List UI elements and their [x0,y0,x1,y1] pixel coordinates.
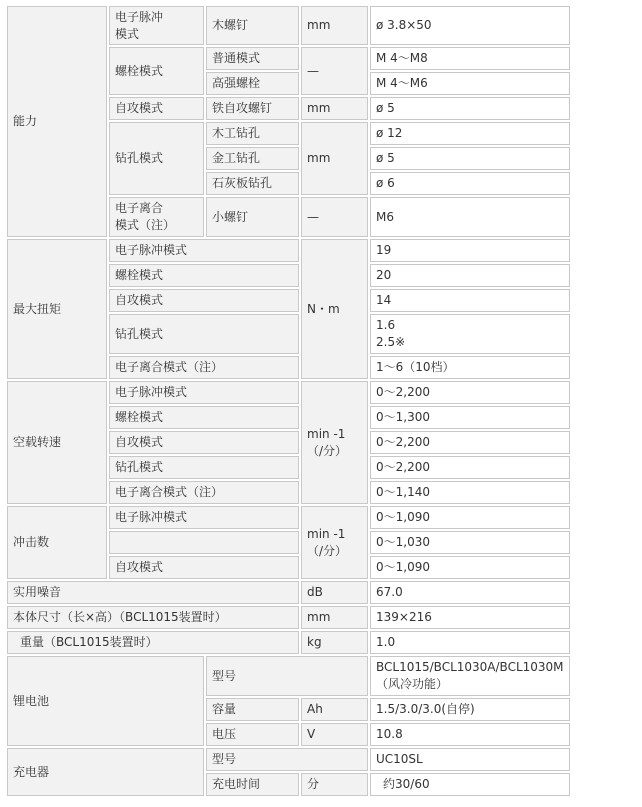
size-value: 139×216 [370,606,570,629]
battery-model-value: BCL1015/BCL1030A/BCL1030M （风冷功能） [370,656,570,696]
charger-label: 充电器 [7,748,204,796]
noise-label: 实用噪音 [7,581,299,604]
charger-model-item: 型号 [206,748,368,771]
ability-tap-unit: mm [301,97,368,120]
charger-time-unit: 分 [301,773,368,796]
torque-bolt-mode: 螺栓模式 [109,264,299,287]
ability-drill-gypsum-item: 石灰板钻孔 [206,172,299,195]
torque-drill-value: 1.6 2.5※ [370,314,570,354]
ability-clutch-unit: — [301,197,368,237]
ability-pulse-value: ø 3.8×50 [370,6,570,45]
ability-bolt-high-value: M 4～M6 [370,72,570,95]
ability-pulse-mode: 电子脉冲 模式 [109,6,204,45]
ability-drill-wood-item: 木工钻孔 [206,122,299,145]
size-label: 本体尺寸（长×高）（BCL1015装置时） [7,606,299,629]
ability-drill-metal-item: 金工钻孔 [206,147,299,170]
torque-pulse-value: 19 [370,239,570,262]
battery-model-item: 型号 [206,656,368,696]
speed-tap-value: 0～2,200 [370,431,570,454]
ability-clutch-mode: 电子离合 模式（注） [109,197,204,237]
speed-tap-mode: 自攻模式 [109,431,299,454]
ability-drill-mode: 钻孔模式 [109,122,204,195]
ability-tap-item: 铁自攻螺钉 [206,97,299,120]
torque-tap-mode: 自攻模式 [109,289,299,312]
battery-capacity-value: 1.5/3.0/3.0(自停) [370,698,570,721]
size-unit: mm [301,606,368,629]
torque-bolt-value: 20 [370,264,570,287]
ability-drill-metal-value: ø 5 [370,147,570,170]
speed-bolt-value: 0～1,300 [370,406,570,429]
battery-capacity-item: 容量 [206,698,299,721]
charger-time-value: 约30/60 [370,773,570,796]
impact-pulse-value: 0～1,090 [370,506,570,529]
torque-clutch-mode: 电子离合模式（注） [109,356,299,379]
battery-voltage-value: 10.8 [370,723,570,746]
impact-label: 冲击数 [7,506,107,579]
ability-bolt-normal-value: M 4～M8 [370,47,570,70]
charger-model-value: UC10SL [370,748,570,771]
ability-tap-value: ø 5 [370,97,570,120]
speed-pulse-mode: 电子脉冲模式 [109,381,299,404]
battery-capacity-unit: Ah [301,698,368,721]
speed-bolt-mode: 螺栓模式 [109,406,299,429]
impact-unit: min -1 （/分） [301,506,368,579]
speed-label: 空载转速 [7,381,107,504]
ability-pulse-item: 木螺钉 [206,6,299,45]
speed-clutch-value: 0～1,140 [370,481,570,504]
speed-unit: min -1 （/分） [301,381,368,504]
ability-drill-gypsum-value: ø 6 [370,172,570,195]
speed-drill-value: 0～2,200 [370,456,570,479]
impact-mid-value: 0～1,030 [370,531,570,554]
ability-bolt-mode: 螺栓模式 [109,47,204,95]
torque-clutch-value: 1～6（10档） [370,356,570,379]
ability-clutch-item: 小螺钉 [206,197,299,237]
weight-value: 1.0 [370,631,570,654]
ability-tap-mode: 自攻模式 [109,97,204,120]
battery-voltage-item: 电压 [206,723,299,746]
battery-voltage-unit: V [301,723,368,746]
battery-label: 锂电池 [7,656,204,746]
weight-label: 重量（BCL1015装置时） [7,631,299,654]
charger-time-item: 充电时间 [206,773,299,796]
ability-bolt-normal-item: 普通模式 [206,47,299,70]
torque-pulse-mode: 电子脉冲模式 [109,239,299,262]
impact-pulse-mode: 电子脉冲模式 [109,506,299,529]
ability-bolt-high-item: 高强螺栓 [206,72,299,95]
speed-clutch-mode: 电子离合模式（注） [109,481,299,504]
impact-tap-value: 0～1,090 [370,556,570,579]
noise-unit: dB [301,581,368,604]
ability-bolt-unit: — [301,47,368,95]
speed-pulse-value: 0～2,200 [370,381,570,404]
ability-label: 能力 [7,6,107,237]
ability-pulse-unit: mm [301,6,368,45]
impact-blank-mode [109,531,299,554]
noise-value: 67.0 [370,581,570,604]
ability-drill-unit: mm [301,122,368,195]
ability-drill-wood-value: ø 12 [370,122,570,145]
torque-drill-mode: 钻孔模式 [109,314,299,354]
impact-tap-mode: 自攻模式 [109,556,299,579]
weight-unit: kg [301,631,368,654]
speed-drill-mode: 钻孔模式 [109,456,299,479]
torque-tap-value: 14 [370,289,570,312]
torque-unit: N・m [301,239,368,379]
ability-clutch-value: M6 [370,197,570,237]
torque-label: 最大扭矩 [7,239,107,379]
